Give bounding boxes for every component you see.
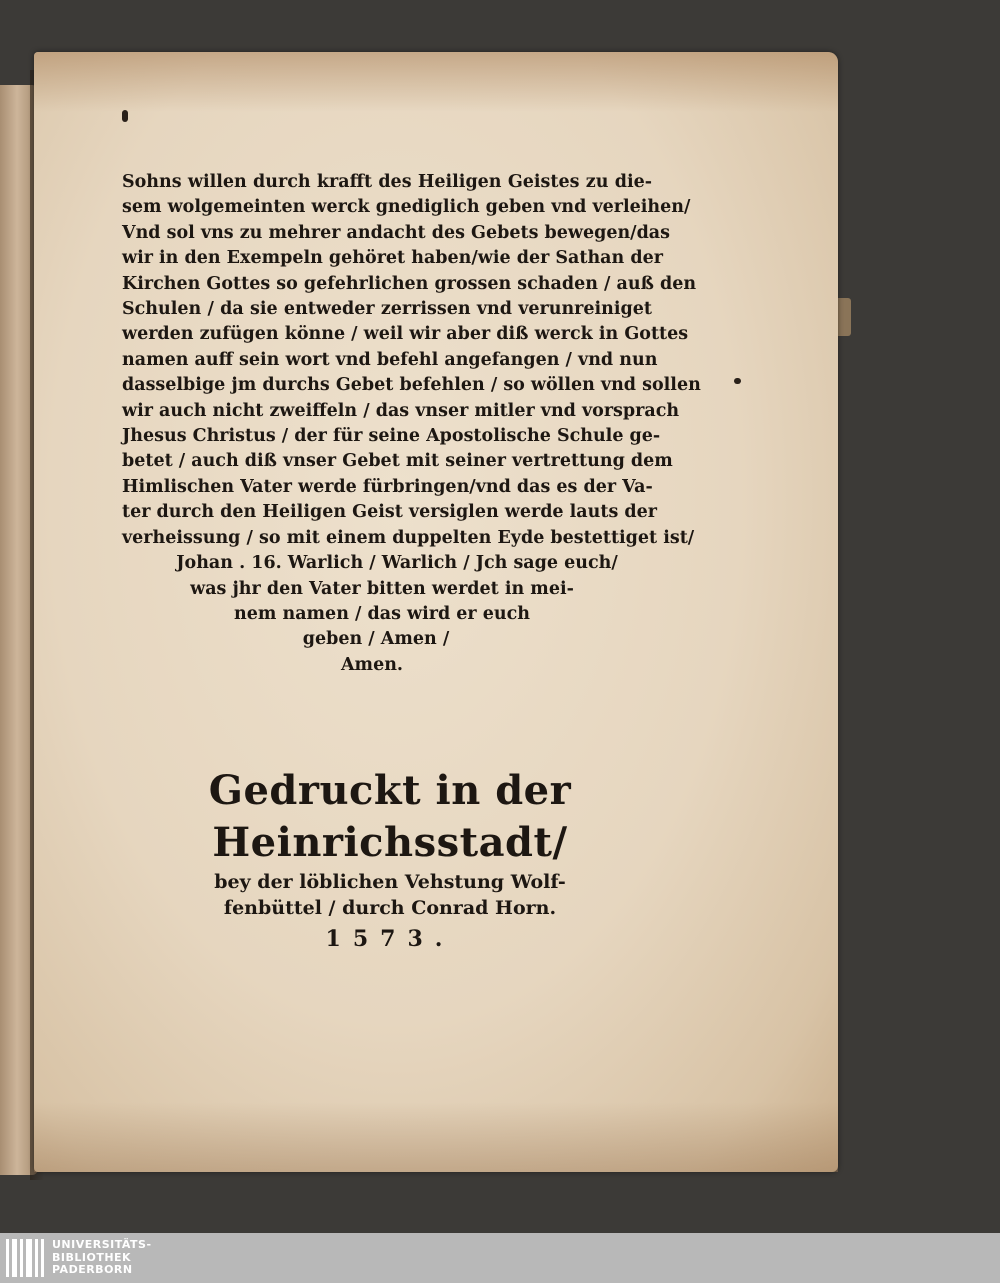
text-line: Vnd sol vns zu mehrer andacht des Gebets bewegen/das [122, 222, 670, 243]
imprint-year: 1573. [325, 926, 455, 952]
ink-mark [122, 110, 128, 122]
text-line: nem namen / das wird er euch [234, 603, 530, 624]
text-line: Amen. [340, 654, 404, 675]
library-name-line: UNIVERSITÄTS- [52, 1238, 152, 1251]
text-line: Sohns willen durch krafft des Heiligen Geistes zu die- [122, 172, 652, 192]
imprint-title: Gedruckt in der Heinrichsstadt/ [208, 767, 572, 866]
text-line: geben / Amen / [302, 629, 450, 650]
text-line: Jhesus Christus / der für seine Apostolische Schule ge- [122, 426, 661, 447]
imprint-line: fenbüttel / durch Conrad Horn. [223, 897, 557, 919]
page-stain-bottom [34, 1102, 838, 1172]
library-name-line: BIBLIOTHEK [52, 1250, 132, 1264]
library-name [52, 1239, 152, 1277]
library-name-line: PADERBORN [52, 1263, 133, 1276]
page-stain-top [34, 52, 838, 112]
printer-imprint [120, 765, 660, 957]
text-line: Johan . 16. Warlich / Warlich / Jch sage euch/ [176, 553, 618, 574]
library-footer [0, 1233, 1000, 1283]
text-line: Schulen / da sie entweder zerrissen vnd verunreiniget [122, 299, 652, 320]
prayer-text [122, 170, 701, 678]
ink-mark [734, 378, 741, 384]
text-line: betet / auch diß vnser Gebet mit seiner vertrettung dem [122, 451, 673, 472]
text-line: was jhr den Vater bitten werdet in mei- [190, 578, 574, 599]
text-line: Kirchen Gottes so gefehrlichen grossen schaden / auß den [122, 273, 697, 294]
text-line: werden zufügen könne / weil wir aber diß werck in Gottes [122, 324, 689, 345]
text-line: Himlischen Vater werde fürbringen/vnd das es der Va- [122, 476, 653, 497]
text-line: ter durch den Heiligen Geist versiglen werde lauts der [122, 502, 657, 523]
text-line: verheissung / so mit einem duppelten Eyde bestettiget ist/ [122, 527, 695, 548]
text-line: wir auch nicht zweiffeln / das vnser mitler vnd vorsprach [122, 400, 680, 421]
library-logo-icon [6, 1239, 44, 1277]
text-line: namen auff sein wort vnd befehl angefangen / vnd nun [122, 349, 658, 370]
text-line: dasselbige jm durchs Gebet befehlen / so wöllen vnd sollen [122, 375, 701, 396]
imprint-line: bey der löblichen Vehstung Wolf- [214, 871, 566, 893]
text-line: sem wolgemeinten werck gnediglich geben vnd verleihen/ [122, 197, 691, 218]
text-line: wir in den Exempeln gehöret haben/wie der Sathan der [122, 248, 663, 269]
